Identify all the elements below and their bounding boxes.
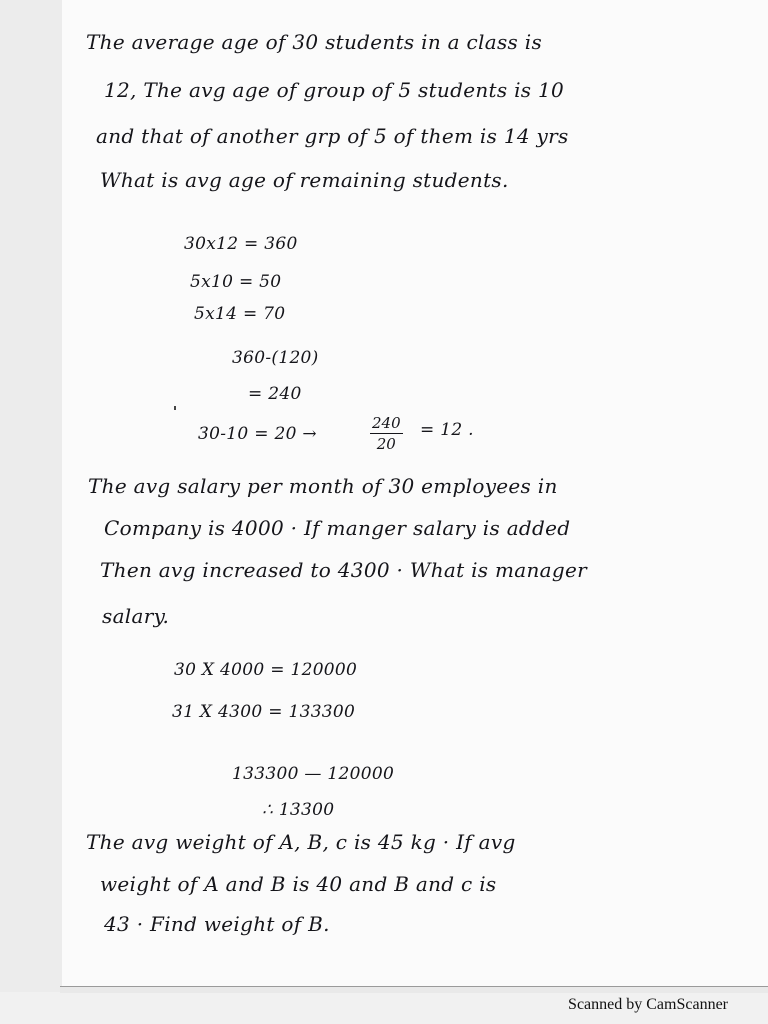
problem-1-work-line: 5x14 = 70 — [194, 304, 286, 324]
page-bottom-edge — [60, 986, 768, 993]
problem-2-work-line: ∴ 13300 — [262, 800, 335, 820]
fraction-result: = 12 . — [420, 420, 474, 440]
page-margin — [0, 0, 62, 992]
problem-1-question-line: 12, The avg age of group of 5 students is 10 — [104, 78, 565, 102]
problem-2-question-line: Then avg increased to 4300 · What is manager — [100, 558, 588, 582]
problem-1-question-line: The average age of 30 students in a class is — [86, 30, 543, 54]
problem-3-question-line: 43 · Find weight of B. — [104, 912, 330, 936]
problem-3-question-line: The avg weight of A, B, c is 45 kg · If avg — [86, 830, 516, 854]
problem-2-question-line: salary. — [102, 604, 170, 628]
problem-1-work-line: 30-10 = 20 → — [198, 424, 317, 444]
problem-2-work-line: 30 X 4000 = 120000 — [174, 660, 358, 680]
problem-3-question-line: weight of A and B is 40 and B and c is — [100, 872, 497, 896]
problem-1-work-line: 360-(120) — [232, 348, 319, 368]
problem-2-question-line: The avg salary per month of 30 employees in — [88, 474, 558, 498]
problem-2-question-line: Company is 4000 · If manger salary is added — [104, 516, 571, 540]
problem-2-work-line: 133300 — 120000 — [232, 764, 395, 784]
fraction-numerator: 240 — [372, 414, 401, 432]
problem-2-work-line: 31 X 4300 = 133300 — [172, 702, 356, 722]
scanner-watermark: Scanned by CamScanner — [568, 996, 728, 1013]
fraction — [370, 414, 403, 453]
fraction-denominator: 20 — [376, 435, 396, 453]
problem-1-work-line: 30x12 = 360 — [184, 234, 298, 254]
problem-1-work-line: 5x10 = 50 — [190, 272, 282, 292]
problem-1-question-line: What is avg age of remaining students. — [100, 168, 509, 192]
problem-1-question-line: and that of another grp of 5 of them is 14 yrs — [96, 124, 569, 148]
ink-speck — [174, 406, 176, 410]
problem-1-work-line: = 240 — [248, 384, 302, 404]
